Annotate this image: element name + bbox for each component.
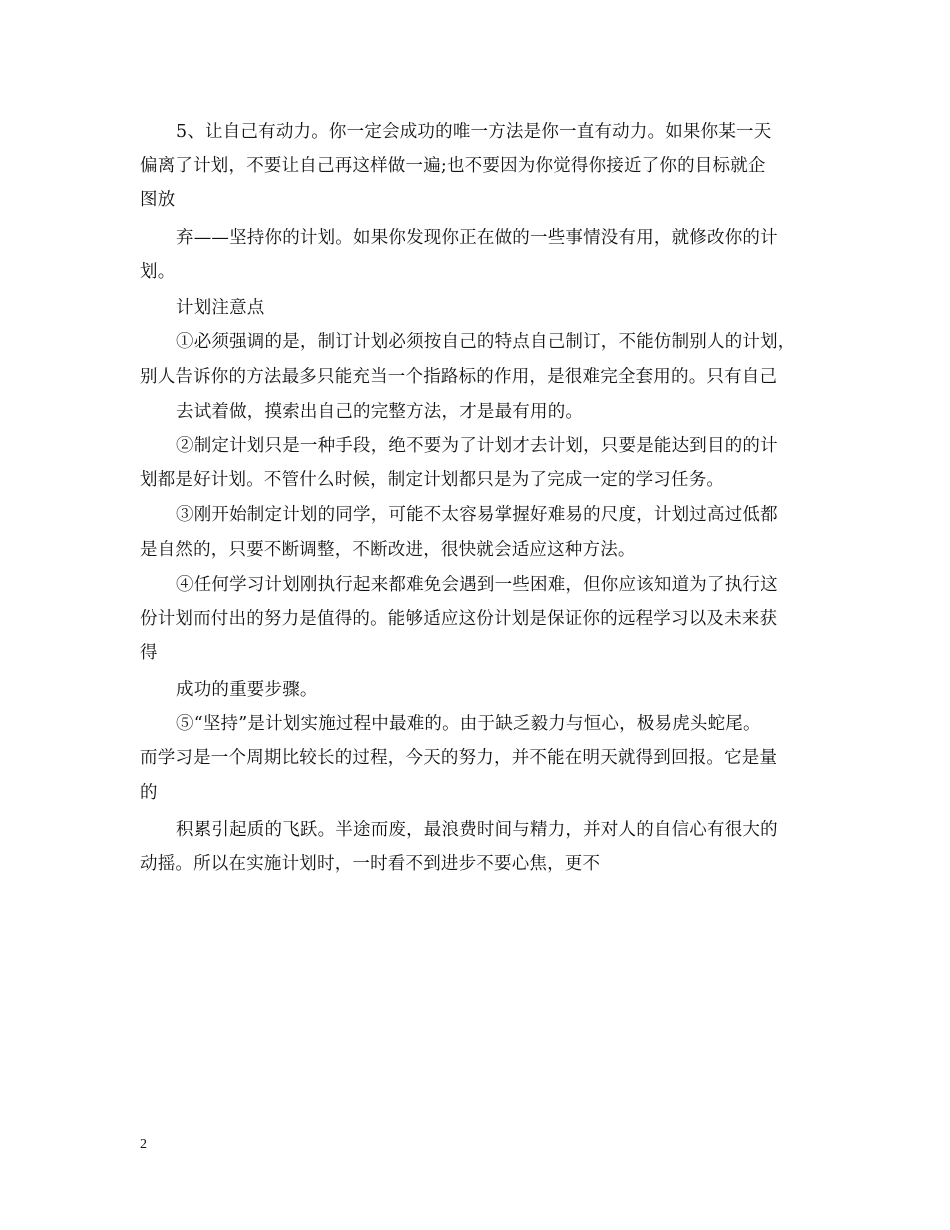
text-line-10: ②制定计划只是一种手段，绝不要为了计划才去计划，只要是能达到目的的计: [176, 436, 778, 456]
text-line-16: 得: [140, 643, 158, 663]
text-line-3: 图放: [140, 190, 176, 210]
text-line-20: 的: [140, 783, 158, 803]
section-heading: 计划注意点: [176, 298, 265, 318]
text-line-11: 划都是好计划。不管什么时候，制定计划都只是为了完成一定的学习任务。: [140, 470, 725, 490]
text-line-22: 动摇。所以在实施计划时，一时看不到进步不要心焦，更不: [140, 854, 601, 874]
text-line-14: ④任何学习计划刚执行起来都难免会遇到一些困难，但你应该知道为了执行这: [176, 575, 778, 595]
text-line-1: 5、让自己有动力。你一定会成功的唯一方法是你一直有动力。如果你某一天: [176, 122, 772, 142]
text-line-19: 而学习是一个周期比较长的过程，今天的努力，并不能在明天就得到回报。它是量: [140, 748, 778, 768]
text-line-13: 是自然的，只要不断调整，不断改进，很快就会适应这种方法。: [140, 540, 636, 560]
text-line-17: 成功的重要步骤。: [176, 680, 318, 700]
text-line-12: ③刚开始制定计划的同学，可能不太容易掌握好难易的尺度，计划过高过低都: [176, 505, 778, 525]
text-line-2: 偏离了计划，不要让自己再这样做一遍;也不要因为你觉得你接近了你的目标就企: [140, 156, 766, 176]
text-line-8: 别人告诉你的方法最多只能充当一个指路标的作用，是很难完全套用的。只有自己: [140, 367, 778, 387]
text-line-21: 积累引起质的飞跃。半途而废，最浪费时间与精力，并对人的自信心有很大的: [176, 820, 778, 840]
text-line-18: ⑤“坚持”是计划实施过程中最难的。由于缺乏毅力与恒心，极易虎头蛇尾。: [176, 714, 761, 734]
page-number: 2: [140, 1137, 147, 1152]
text-line-15: 份计划而付出的努力是值得的。能够适应这份计划是保证你的远程学习以及未来获: [140, 609, 778, 629]
text-line-4: 弃——坚持你的计划。如果你发现你正在做的一些事情没有用，就修改你的计: [176, 228, 778, 248]
text-line-5: 划。: [140, 262, 176, 282]
text-line-7: ①必须强调的是，制订计划必须按自己的特点自己制订，不能仿制别人的计划，: [176, 332, 796, 352]
text-line-9: 去试着做，摸索出自己的完整方法，才是最有用的。: [176, 402, 584, 422]
